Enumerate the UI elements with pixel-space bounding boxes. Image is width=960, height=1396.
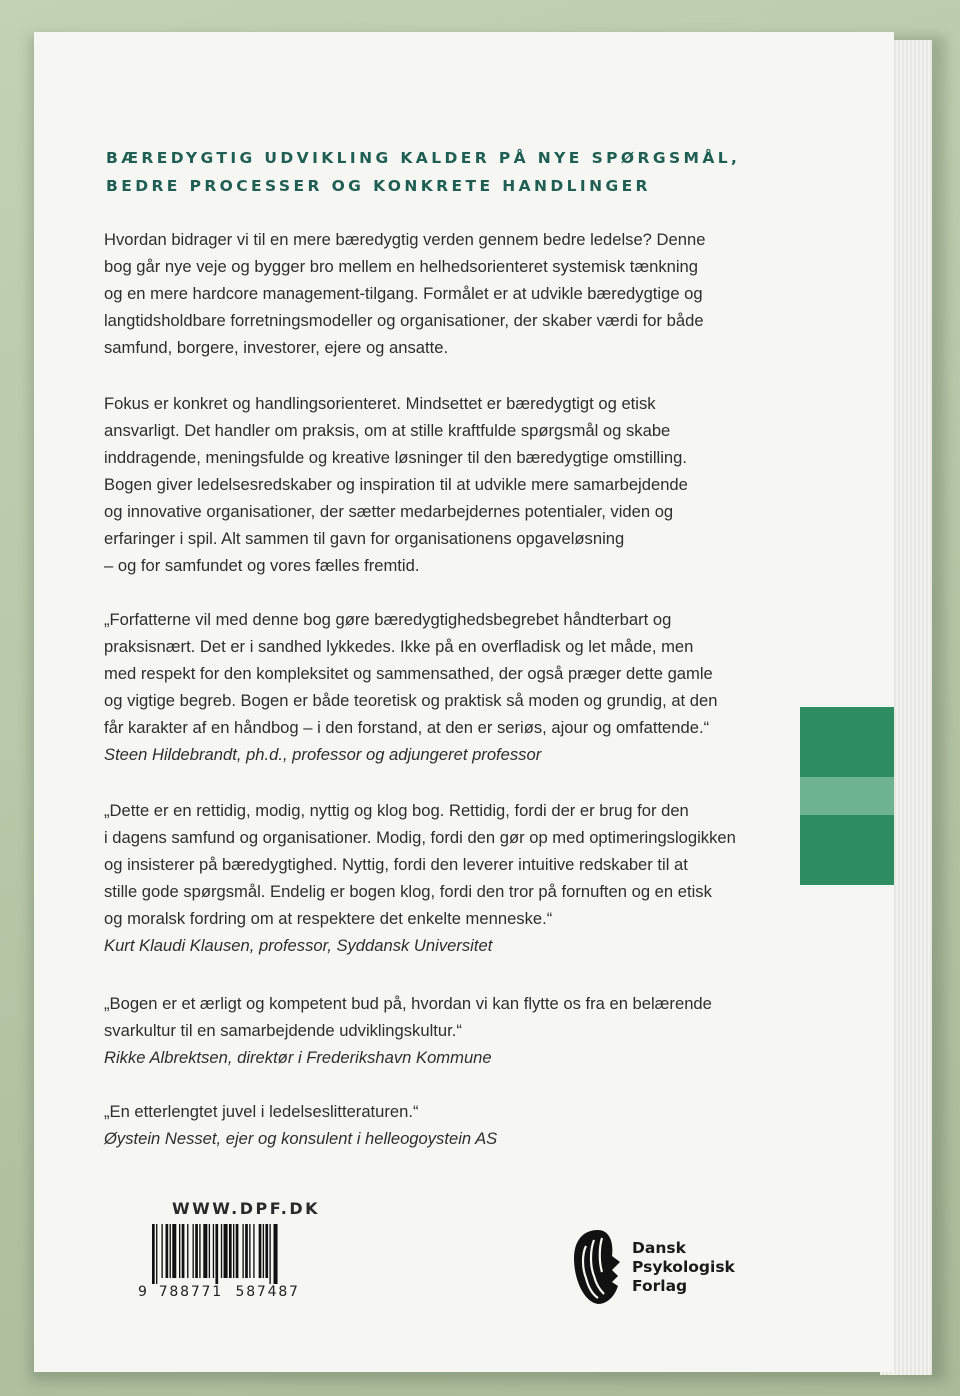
quote-attribution: Rikke Albrektsen, direktør i Frederikshavn Kommune [104, 1048, 492, 1067]
intro-paragraph: Hvordan bidrager vi til en mere bæredygtig verden gennem bedre ledelse? Denne bog går nye veje og bygger bro mellem en helhedsorienteret systemisk tænkning og en mere hardcore management-tilgang. Formålet er at udvikle bæredygtige og langtidsholdbare forretningsmodeller og organisationer, der skaber værdi for både samfund, borgere, investorer, ejere og ansatte. [104, 230, 706, 357]
barcode-bar [229, 1224, 232, 1278]
isbn-number [138, 1284, 300, 1300]
barcode-bar [233, 1224, 234, 1278]
headline-line-2: BEDRE PROCESSER OG KONKRETE HANDLINGER [106, 177, 651, 195]
barcode-bar [209, 1224, 210, 1278]
publisher-website[interactable]: WWW.DPF.DK [172, 1199, 321, 1218]
quote-text: „Bogen er et ærligt og kompetent bud på, hvordan vi kan flytte os fra en belærende svarkultur til en samarbejdende udviklingskultur.“ [104, 994, 712, 1040]
barcode-bar [213, 1224, 214, 1278]
publisher-name [632, 1239, 735, 1296]
barcode-bar [195, 1224, 198, 1278]
focus-paragraph: Fokus er konkret og handlingsorienteret. Mindsettet er bæredygtigt og etisk ansvarligt. Det handler om praksis, om at stille kraftfulde spørgsmål og skabe inddragende, meningsfulde og kreative løsninger til den bæredygtige omstilling. Bogen giver ledelsesredskaber og inspiration til at udvikle mere samarbejdende og innovative organisationer, der sætter medarbejdernes potentialer, viden og erfaringer i spil. Alt sammen til gavn for organisationens opgaveløsning – og for samfundet og vores fælles fremtid. [104, 394, 688, 575]
book-back-cover [34, 32, 894, 1372]
barcode-bar [263, 1224, 264, 1278]
barcode-bar [245, 1224, 248, 1278]
isbn-barcode [152, 1224, 330, 1284]
barcode-bar [224, 1224, 228, 1278]
isbn-group-2: 587487 [235, 1284, 300, 1300]
intro-paragraph-block [104, 226, 764, 361]
isbn-group-1: 788771 [158, 1284, 223, 1300]
quote-text: „En etterlengtet juvel i ledelseslitteraturen.“ [104, 1102, 419, 1121]
barcode-bar [179, 1224, 180, 1278]
publisher-name-line-2: Psykologisk [632, 1257, 735, 1276]
barcode-bar [199, 1224, 200, 1278]
headline-line-1: BÆREDYGTIG UDVIKLING KALDER PÅ NYE SPØRGSMÅL, [106, 149, 741, 167]
quote-attribution: Kurt Klaudi Klausen, professor, Syddansk Universitet [104, 936, 493, 955]
barcode-bar [182, 1224, 185, 1278]
quote-text: „Dette er en rettidig, modig, nyttig og klog bog. Rettidig, fordi der er brug for den i dagens samfund og organisationer. Modig, fordi den gør op med optimeringslogikken og insisterer på bæredygtighed. Nyttig, fordi den leverer intuitive redskaber til at stille gode spørgsmål. Endelig er bogen klog, fordi den tror på fornuften og en etisk og moralsk fordring om at respektere det enkelte menneske.“ [104, 801, 736, 928]
quote-attribution: Steen Hildebrandt, ph.d., professor og adjungeret professor [104, 745, 542, 764]
barcode-bar [170, 1224, 171, 1278]
spine-light-green-stripe [800, 777, 894, 815]
quote-block-2 [104, 797, 764, 959]
barcode-bar [236, 1224, 239, 1278]
barcode-bar [265, 1224, 268, 1278]
quote-attribution: Øystein Nesset, ejer og konsulent i helleogoystein AS [104, 1129, 498, 1148]
barcode-bar [221, 1224, 222, 1278]
quote-text: „Forfatterne vil med denne bog gøre bæredygtighedsbegrebet håndterbart og praksisnært. Det er i sandhed lykkedes. Ikke på en overfladisk og let måde, men med respekt for den kompleksitet og sammensathed, der også præger dette gamle og vigtige begreb. Bogen er både teoretisk og praktisk så moden og grundig, at den får karakter af en håndbog – i den forstand, at den er seriøs, ajour og omfattende.“ [104, 610, 718, 737]
barcode-bar [249, 1224, 250, 1278]
barcode-bar [259, 1224, 262, 1278]
barcode-bar [274, 1224, 278, 1284]
quote-block-1 [104, 606, 764, 768]
barcode-bar [172, 1224, 176, 1278]
barcode-bar [203, 1224, 207, 1278]
barcode-bar [269, 1224, 270, 1284]
barcode-bar [215, 1224, 218, 1284]
quote-block-3 [104, 990, 764, 1071]
publisher-logo-block [572, 1228, 735, 1306]
faces-profile-logo-icon [572, 1228, 624, 1306]
barcode-bar [193, 1224, 194, 1278]
publisher-name-line-1: Dansk [632, 1238, 686, 1257]
barcode-bar [187, 1224, 188, 1278]
back-cover-headline [106, 144, 746, 200]
barcode-bar [152, 1224, 155, 1284]
publisher-name-line-3: Forlag [632, 1276, 688, 1295]
quote-block-4 [104, 1098, 764, 1152]
isbn-lead-digit: 9 [138, 1284, 149, 1300]
barcode-bar [156, 1224, 157, 1284]
focus-paragraph-block [104, 390, 764, 579]
barcode-bar [242, 1224, 243, 1278]
barcode-bar [166, 1224, 169, 1278]
barcode-bar [253, 1224, 254, 1278]
barcode-bar [161, 1224, 162, 1278]
